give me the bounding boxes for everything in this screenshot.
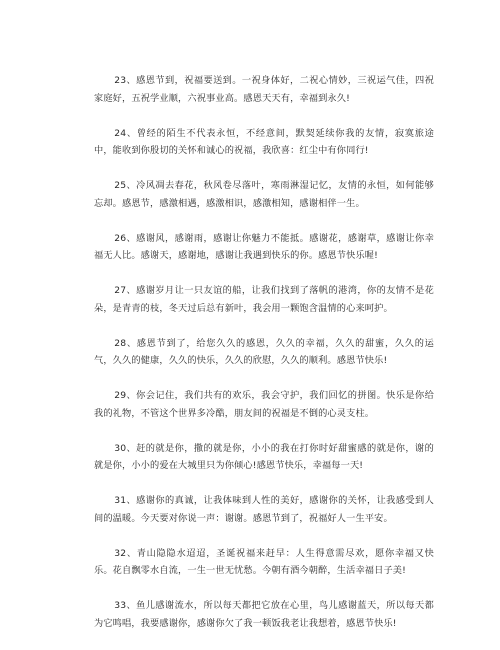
list-item: 23、感恩节到，祝福要送到。一祝身体好，二祝心情妙，三祝运气佳，四祝家庭好，五祝学业顺，六祝事业高。感恩天天有，幸福到永久! (94, 75, 434, 104)
list-item: 26、感谢风，感谢雨，感谢让你魅力不能抵。感谢花，感谢草，感谢让你幸福无人比。感谢天，感谢地，感谢让我遇到快乐的你。感恩节快乐喔! (94, 232, 434, 261)
blessing-list (94, 72, 434, 650)
list-item: 24、曾经的陌生不代表永恒，不经意间，默契延续你我的友情，寂寞旅途中，能收到你殷切的关怀和诚心的祝福，我欣喜：红尘中有你同行! (94, 127, 434, 156)
list-item: 27、感谢岁月让一只友谊的船，让我们找到了落帆的港湾，你的友情不是花朵，是青青的枝，冬天过后总有新叶，我会用一颗饱含温情的心来呵护。 (94, 285, 434, 314)
list-item: 33、鱼儿感谢流水，所以每天都把它放在心里，鸟儿感谢蓝天，所以每天都为它鸣唱，我要感谢你，感谢你欠了我一顿饭我老让我想着，感恩节快乐! (94, 600, 434, 629)
list-item: 30、赶的就是你，撒的就是你，小小的我在打你时好甜蜜感的就是你，谢的就是你，小小的爱在大城里只为你倾心!感恩节快乐，幸福每一天! (94, 442, 434, 471)
list-item: 32、青山隐隐水迢迢，圣诞祝福来赶早：人生得意需尽欢，愿你幸福又快乐。花自飘零水自流，一生一世无忧愁。今朝有酒今朝醉，生活幸福日子美! (94, 547, 434, 576)
list-item: 28、感恩节到了，给您久久的感恩，久久的幸福，久久的甜蜜，久久的运气，久久的健康，久久的快乐，久久的欣慰，久久的顺利。感恩节快乐! (94, 337, 434, 366)
list-item: 29、你会记住，我们共有的欢乐，我会守护，我们回忆的拼图。快乐是你给我的礼物，不管这个世界多冷酷，朋友间的祝福是不倒的心灵支柱。 (94, 390, 434, 419)
list-item: 25、冷风凋去春花，秋风卷尽落叶，寒雨淋湿记忆，友情的永恒，如何能够忘却。感恩节，感激相遇，感激相识，感激相知，感谢相伴一生。 (94, 180, 434, 209)
list-item: 31、感谢你的真诚，让我体味到人性的美好，感谢你的关怀，让我感受到人间的温暖。今天要对你说一声：谢谢。感恩节到了，祝福好人一生平安。 (94, 495, 434, 524)
